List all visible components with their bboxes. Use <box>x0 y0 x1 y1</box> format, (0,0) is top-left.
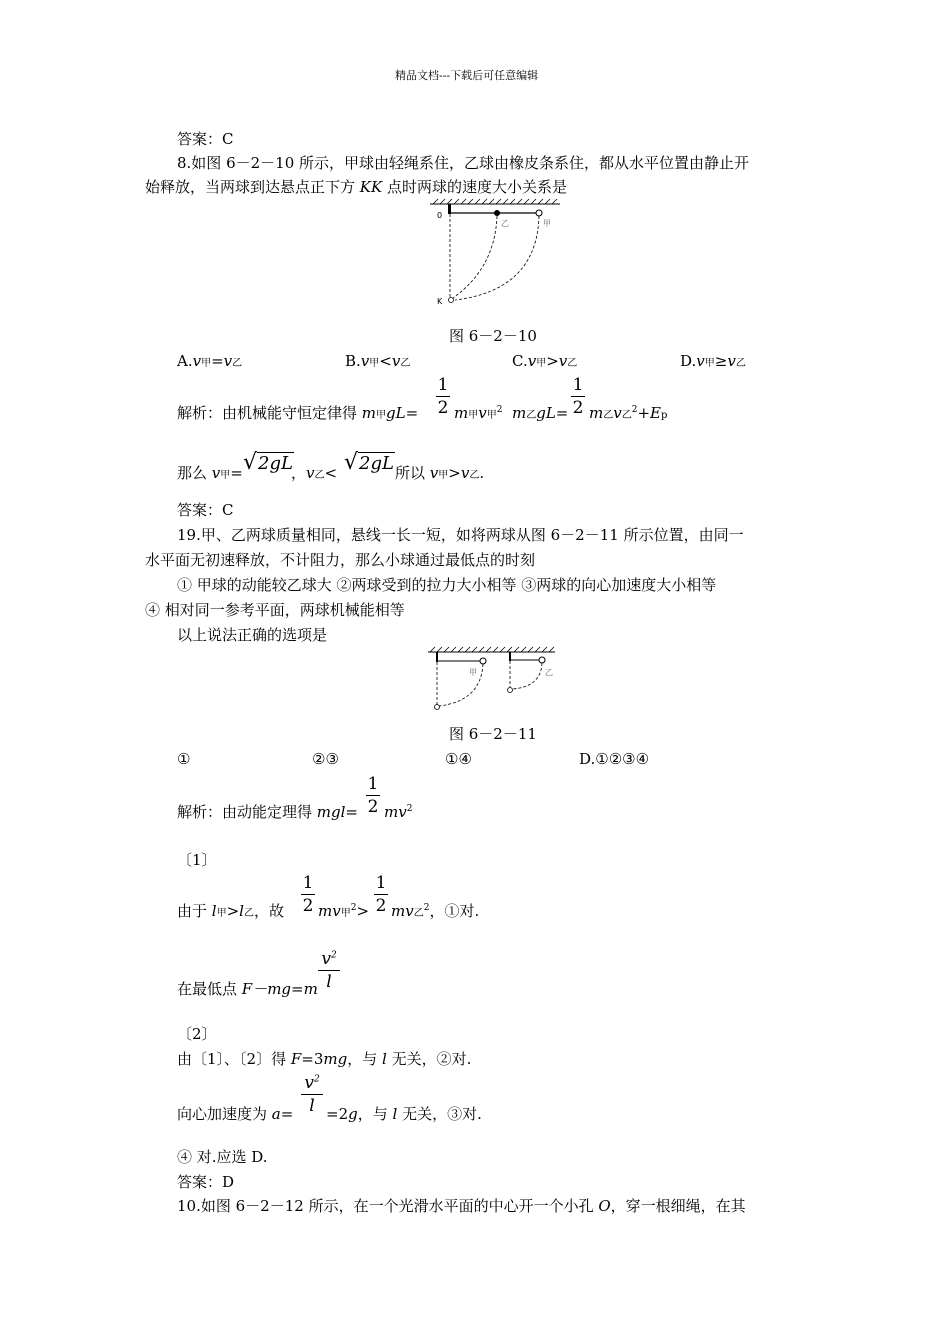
q8-then-c: 所以 v甲>v乙. <box>395 464 485 482</box>
q19-option-a: ① <box>177 750 191 768</box>
q8-then-b: ，v乙< <box>291 464 338 482</box>
q19-eq1: 〔1〕 <box>177 851 217 869</box>
q10-line1: 10.如图 6－2－12 所示，在一个光滑水平面的中心开一个小孔 O，穿一根细绳，在其 <box>177 1197 746 1215</box>
fig10-label-o: 0 <box>437 211 443 220</box>
answer-prev: 答案：C <box>177 130 234 148</box>
fig11-label-yi: 乙 <box>545 668 553 677</box>
fig10-label-k: K <box>437 297 443 306</box>
q8-line1: 8.如图 6－2－10 所示，甲球由轻绳系住，乙球由橡皮条系住，都从水平位置由静止开 <box>177 154 750 172</box>
q19-get: 由〔1〕、〔2〕得 F=3mg，与 l 无关，②对. <box>177 1050 472 1068</box>
q8-sqrt-2: √2gL <box>344 450 394 475</box>
q8-answer: 答案：C <box>177 501 234 519</box>
q19-ask: 以上说法正确的选项是 <box>177 626 328 644</box>
q8-option-a: A.v甲=v乙 <box>177 352 243 370</box>
q8-sqrt-1: √2gL <box>243 450 293 475</box>
fig11-hatch <box>430 647 554 652</box>
fig10-path-jia <box>455 216 539 300</box>
q8-option-c: C.v甲>v乙 <box>512 352 578 370</box>
q19-option-c: ①④ <box>445 750 472 768</box>
fig11-bottom-jia <box>435 705 440 710</box>
fig10-path-yi <box>453 216 497 298</box>
q19-line1: 19.甲、乙两球质量相同，悬线一长一短，如将两球从图 6－2－11 所示位置，由同一 <box>177 526 744 544</box>
q19-frac-v2l-1: $v^2$ l <box>318 950 340 991</box>
q19-acc-b: =2g，与 l 无关，③对. <box>326 1105 482 1123</box>
q19-solution-a: 解析：由动能定理得 mgl= <box>177 803 358 821</box>
q19-answer: 答案：D <box>177 1173 235 1191</box>
q8-line2-a: 始释放，当两球到达悬点正下方 <box>145 178 360 196</box>
q8-frac-1: 1 2 <box>437 375 449 418</box>
q19-since-c: mv乙$^2$，①对. <box>391 902 480 920</box>
fig10-hatch <box>433 199 557 204</box>
q8-solution-b: m甲v甲$^2$ m乙gL= <box>454 404 569 422</box>
fig10-label-jia: 甲 <box>543 219 551 228</box>
q8-solution-c: m乙v乙$^2$+Ep <box>589 404 668 422</box>
q19-eq2: 〔2〕 <box>177 1025 217 1043</box>
q19-stmt2: ④ 相对同一参考平面，两球机械能相等 <box>145 601 405 619</box>
q8-solution-a: 解析：由机械能守恒定律得 m甲gL= <box>177 404 419 422</box>
q8-option-d: D.v甲≥v乙 <box>680 352 746 370</box>
q8-line2 <box>145 177 567 197</box>
fig10-ball-bottom <box>449 298 454 303</box>
fig11-bottom-yi <box>508 688 513 693</box>
fig11-ball-yi <box>539 657 545 663</box>
q19-caption: 图 6－2－11 <box>449 725 537 743</box>
q19-frac-v2l-2: $v^2$ l <box>301 1074 323 1115</box>
q19-since-b: mv甲$^2$> <box>318 902 370 920</box>
q19-stmt1: ① 甲球的动能较乙球大 ②两球受到的拉力大小相等 ③两球的向心加速度大小相等 <box>177 576 717 594</box>
q19-final: ④ 对.应选 D. <box>177 1148 268 1166</box>
q19-acc-a: 向心加速度为 a= <box>177 1105 294 1123</box>
q8-line2-b: 点时两球的速度大小关系是 <box>382 178 567 196</box>
q8-then-a: 那么 v甲= <box>177 464 243 482</box>
fig11-label-jia: 甲 <box>469 668 477 677</box>
q8-option-b: B.v甲<v乙 <box>345 352 411 370</box>
q19-line2: 水平面无初速释放，不计阻力，那么小球通过最低点的时刻 <box>145 551 536 569</box>
figure-6-2-11 <box>425 645 560 713</box>
q19-solution-b: $mv^2$ <box>384 803 413 821</box>
q19-low-a: 在最低点 F－mg=m <box>177 980 318 998</box>
fig10-ball-jia <box>536 210 542 216</box>
figure-6-2-10 <box>425 198 565 310</box>
page-header: 精品文档---下载后可任意编辑 <box>395 69 539 82</box>
q19-frac-2: 1 2 <box>302 873 314 916</box>
q19-frac-1: 1 2 <box>367 774 379 817</box>
q19-frac-3: 1 2 <box>375 873 387 916</box>
q8-caption: 图 6－2－10 <box>449 327 537 345</box>
fig11-path-yi <box>512 663 542 689</box>
fig10-ball-yi <box>494 210 500 216</box>
fig10-label-yi: 乙 <box>501 219 509 228</box>
q8-kk: KK <box>359 178 383 196</box>
fig11-ball-jia <box>480 658 486 664</box>
q8-frac-2: 1 2 <box>572 375 584 418</box>
q19-option-d: D.①②③④ <box>579 750 650 768</box>
q19-option-b: ②③ <box>312 750 339 768</box>
q19-since-a: 由于 l甲>l乙，故 <box>177 902 284 920</box>
